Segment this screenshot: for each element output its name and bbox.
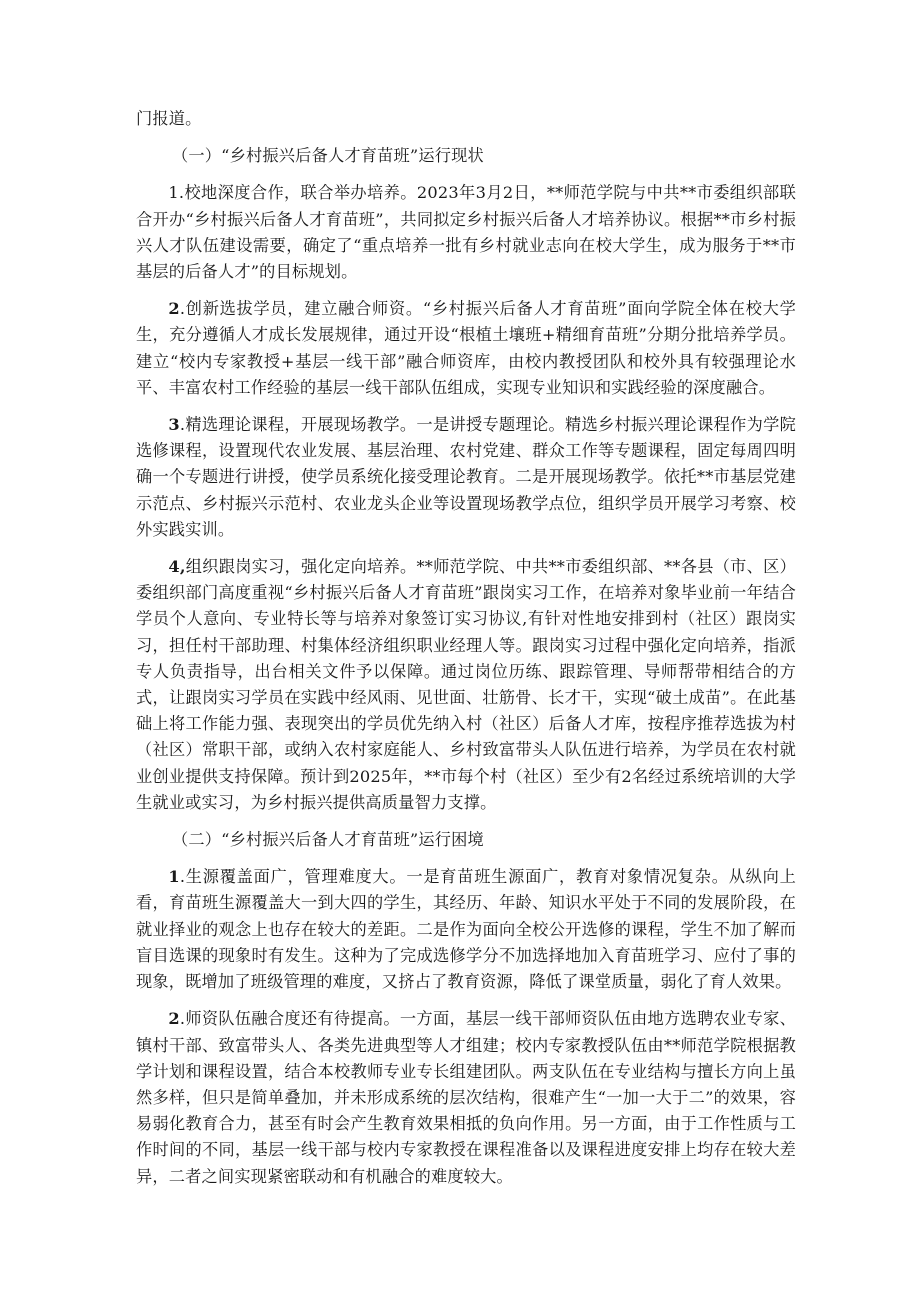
item-number: 2 [168, 299, 180, 319]
item-number: 3 [168, 415, 180, 435]
paragraph-item-1 [136, 180, 796, 285]
paragraph-text: 组织跟岗实习，强化定向培养。**师范学院、中共**市委组织部、**各县（市、区）委组织部门高度重视“乡村振兴后备人才育苗班”跟岗实习工作，在培养对象毕业前一年结合学员个人意向、专业特长等与培养对象签订实习协议,有针对性地安排到村（社区）跟岗实习，担任村干部助理、村集体经济组织职业经理人等。跟岗实习过程中强化定向培养，指派专人负责指导，出台相关文件予以保障。通过岗位历练、跟踪管理、导师帮带相结合的方式，让跟岗实习学员在实践中经风雨、见世面、壮筋骨、长才干，实现“破土成苗”。在此基础上将工作能力强、表现突出的学员优先纳入村（社区）后备人才库，按程序推荐选拔为村（社区）常职干部，或纳入农村家庭能人、乡村致富带头人队伍进行培养，为学员在农村就业创业提供支持保障。预计到2025年，**市每个村（社区）至少有2名经过系统培训的大学生就业或实习，为乡村振兴提供高质量智力支撑。 [136, 557, 796, 812]
paragraph-text: .精选理论课程，开展现场教学。一是讲授专题理论。精选乡村振兴理论课程作为学院选修课程，设置现代农业发展、基层治理、农村党建、群众工作等专题课程，固定每周四明确一个专题进行讲授，使学员系统化接受理论教育。二是开展现场教学。依托**市基层党建示范点、乡村振兴示范村、农业龙头企业等设置现场教学点位，组织学员开展学习考察、校外实践实训。 [136, 415, 796, 539]
paragraph-text: .师资队伍融合度还有待提高。一方面，基层一线干部师资队伍由地方选聘农业专家、镇村干部、致富带头人、各类先进典型等人才组建；校内专家教授队伍由**师范学院根据教学计划和课程设置，结合本校教师专业专长组建团队。两支队伍在专业结构与擅长方向上虽然多样，但只是简单叠加，并未形成系统的层次结构，很难产生“一加一大于二”的效果，容易弱化教育合力，甚至有时会产生教育效果相抵的负向作用。另一方面，由于工作性质与工作时间的不同，基层一线干部与校内专家教授在课程准备以及课程进度安排上均存在较大差异，二者之间实现紧密联动和有机融合的难度较大。 [136, 1009, 796, 1186]
item-number: 2 [168, 1009, 180, 1029]
paragraph-item-4 [136, 554, 796, 816]
heading-text: （一）“乡村振兴后备人才育苗班”运行现状 [172, 146, 484, 166]
heading-text: （二）“乡村振兴后备人才育苗班”运行困境 [172, 830, 484, 850]
item-number: 1. [168, 183, 185, 203]
paragraph-difficulty-2 [136, 1006, 796, 1189]
paragraph-difficulty-1 [136, 864, 796, 995]
section-heading-2 [136, 827, 796, 853]
section-heading-1 [136, 143, 796, 169]
document-page [136, 106, 796, 1201]
continuation-paragraph [136, 106, 796, 132]
item-number: 4, [168, 557, 186, 577]
paragraph-text: 校地深度合作，联合举办培养。2023年3月2日，**师范学院与中共**市委组织部联合开办“乡村振兴后备人才育苗班”，共同拟定乡村振兴后备人才培养协议。根据**市乡村振兴人才队伍建设需要，确定了“重点培养一批有乡村就业志向在校大学生，成为服务于**市基层的后备人才”的目标规划。 [136, 183, 796, 282]
paragraph-text: .创新选拔学员，建立融合师资。“乡村振兴后备人才育苗班”面向学院全体在校大学生，充分遵循人才成长发展规律，通过开设“根植土壤班+精细育苗班”分期分批培养学员。建立“校内专家教授+基层一线干部”融合师资库，由校内教授团队和校外具有较强理论水平、丰富农村工作经验的基层一线干部队伍组成，实现专业知识和实践经验的深度融合。 [136, 299, 796, 397]
paragraph-item-3 [136, 412, 796, 543]
item-number: 1 [168, 867, 180, 887]
paragraph-text: .生源覆盖面广，管理难度大。一是育苗班生源面广，教育对象情况复杂。从纵向上看，育苗班生源覆盖大一到大四的学生，其经历、年龄、知识水平处于不同的发展阶段，在就业择业的观念上也存在较大的差距。二是作为面向全校公开选修的课程，学生不加了解而盲目选课的现象时有发生。这种为了完成选修学分不加选择地加入育苗班学习、应付了事的现象，既增加了班级管理的难度，又挤占了教育资源，降低了课堂质量，弱化了育人效果。 [136, 867, 796, 992]
paragraph-text: 门报道。 [136, 109, 202, 128]
paragraph-item-2 [136, 296, 796, 401]
